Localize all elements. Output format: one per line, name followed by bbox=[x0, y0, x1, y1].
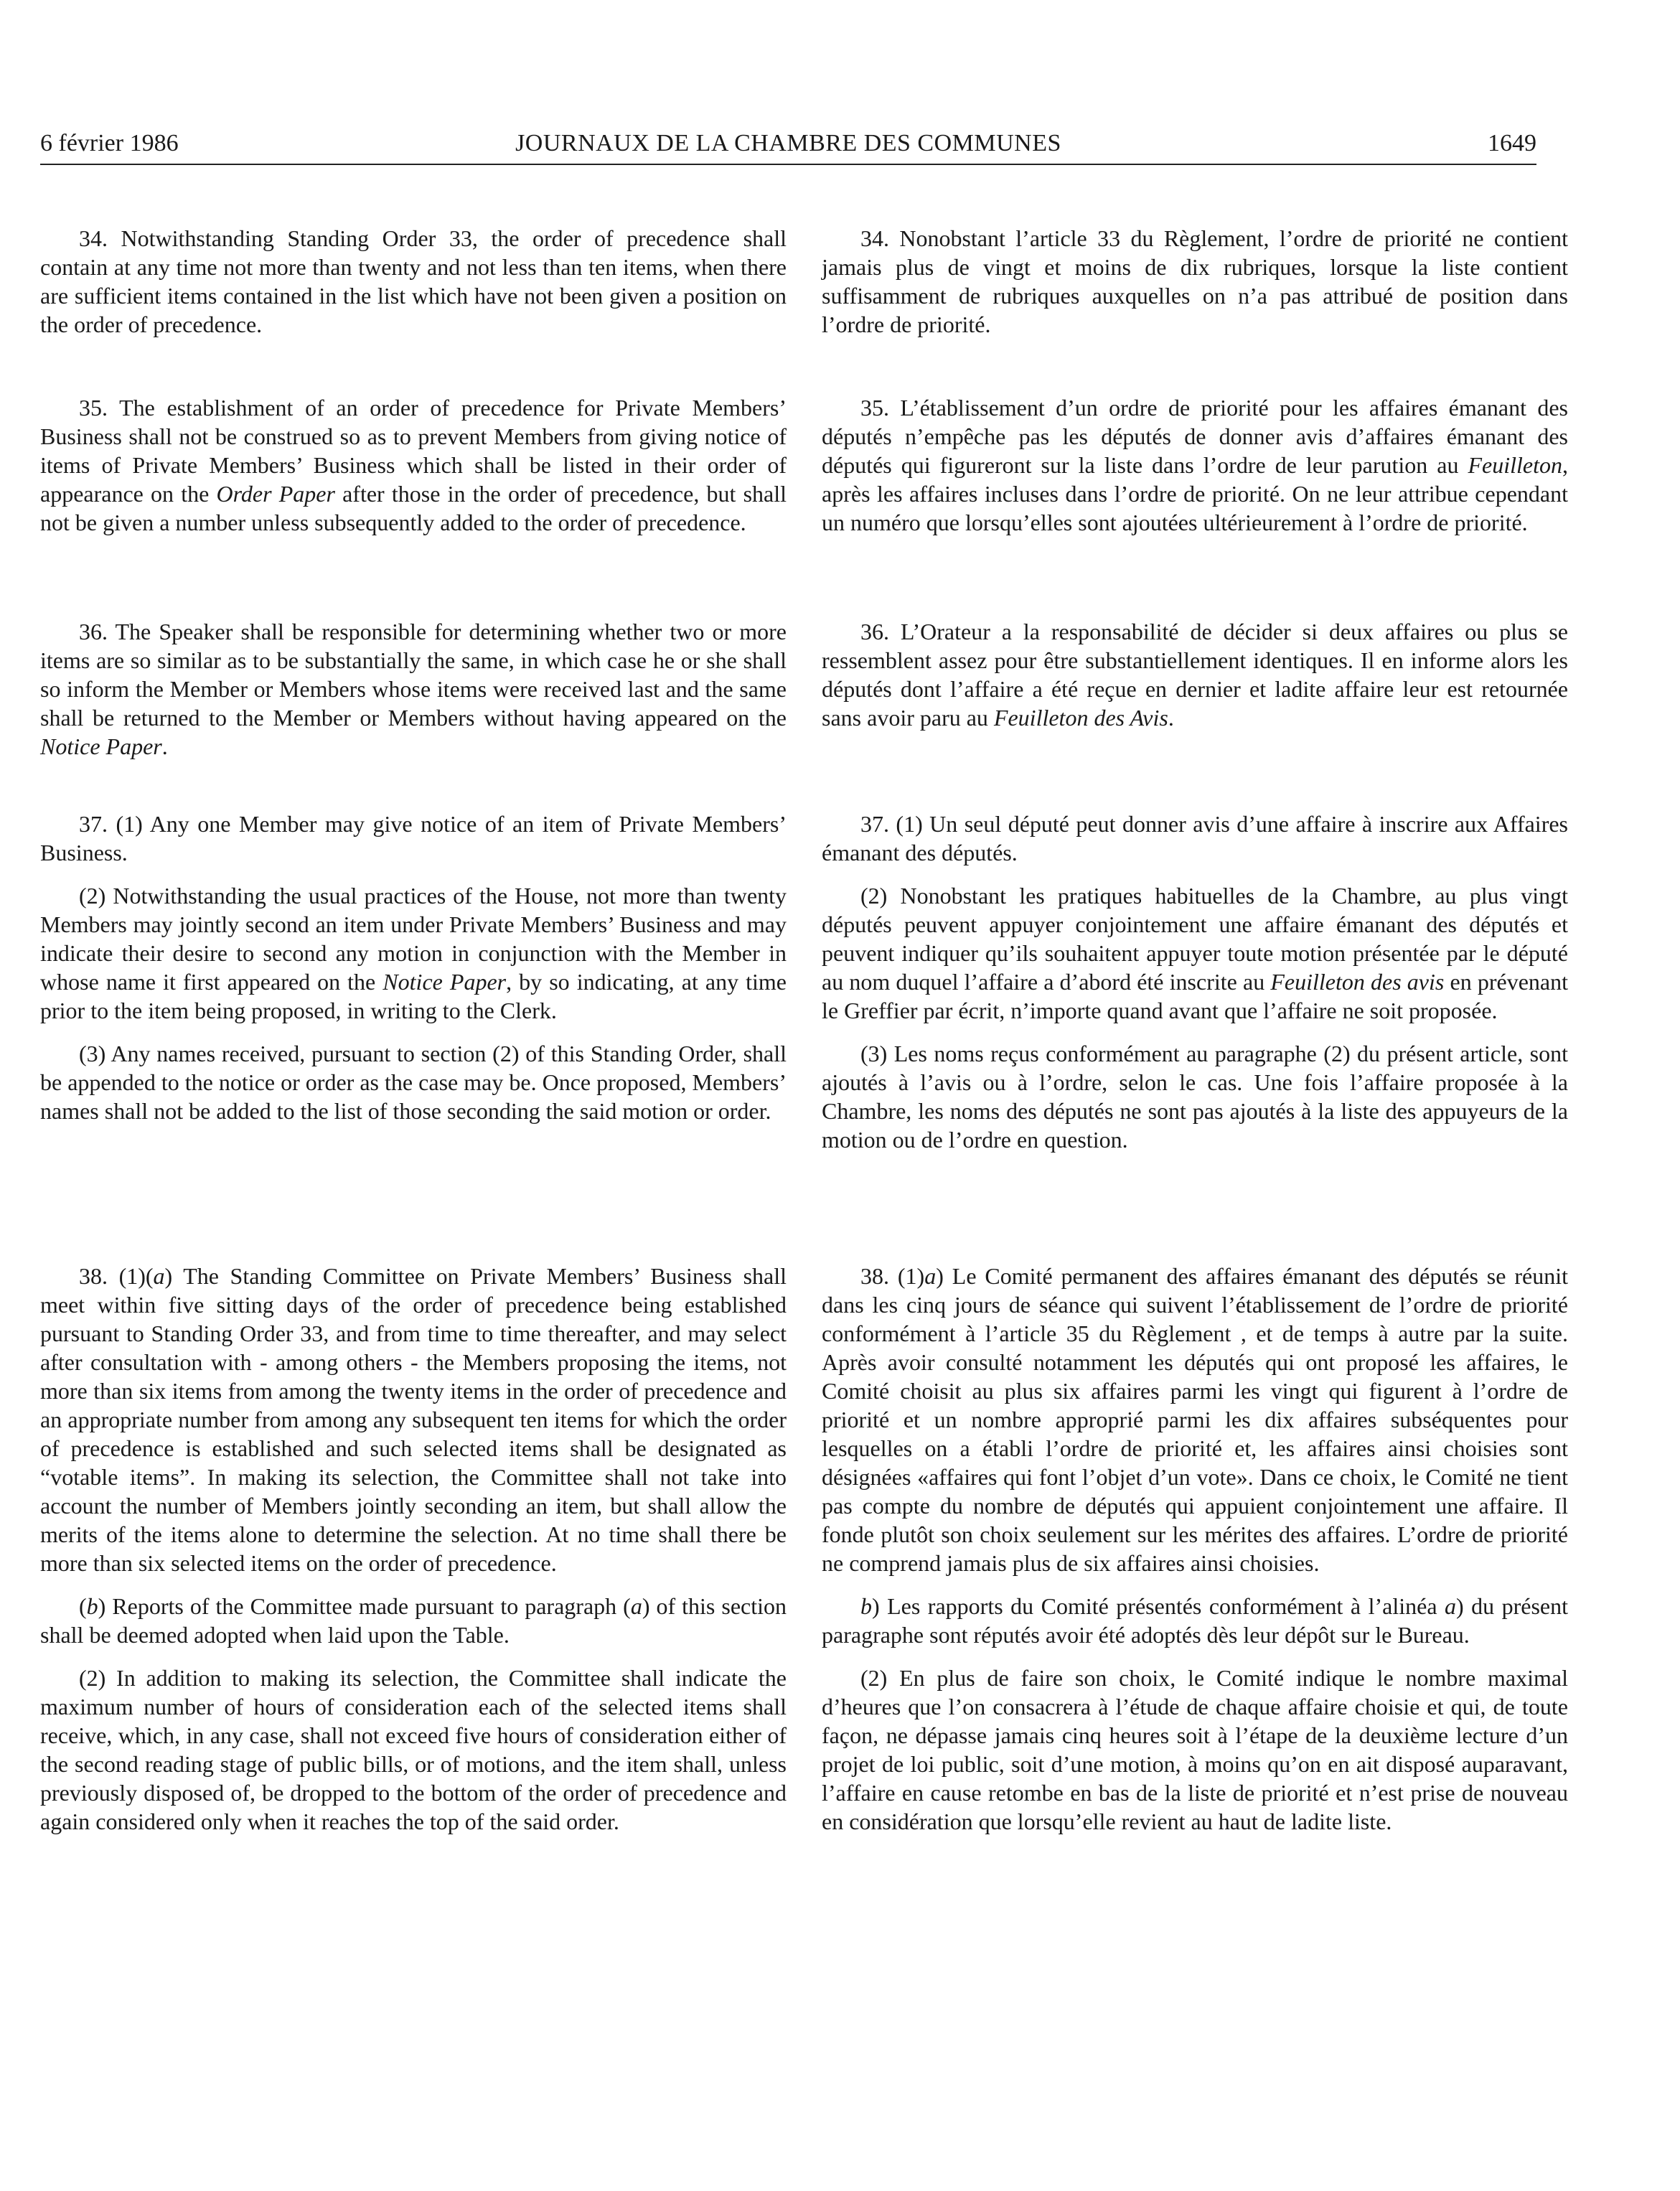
en-block-37 bbox=[40, 810, 787, 1125]
fr-paragraph-37-2: (2) Nonobstant les pratiques habituelles de la Chambre, au plus vingt députés peuvent appuyer conjointement une affaire émanant des députés et peuvent indiquer qu’ils souhaitent appuyer toute motion présentée par le député au nom duquel l’affaire a d’abord été inscrite au Feuilleton des avis en prévenant le Greffier par écrit, n’importe quand avant que l’affaire ne soit proposée. bbox=[822, 883, 1569, 1023]
en-paragraph-36: 36. The Speaker shall be responsible for determining whether two or more items are so similar as to be substantially the same, in which case he or she shall so inform the Member or Members whose items were received last and the same shall be returned to the Member or Members without having appeared on the Notice Paper. bbox=[40, 619, 787, 759]
fr-paragraph-37-3: (3) Les noms reçus conformément au paragraphe (2) du présent article, sont ajoutés à l’avis ou à l’ordre, selon le cas. Une fois l’affaire proposée à la Chambre, les noms des députés ne sont pas ajoutés à la liste des appuyeurs de la motion ou de l’ordre en question. bbox=[822, 1041, 1568, 1153]
fr-paragraph-37-1: 37. (1) Un seul député peut donner avis d’une affaire à inscrire aux Affaires émanant des députés. bbox=[822, 811, 1568, 865]
en-paragraph-37-1: 37. (1) Any one Member may give notice of an item of Private Members’ Business. bbox=[40, 811, 787, 865]
fr-paragraph-38-1a: 38. (1)a) Le Comité permanent des affaires émanant des députés se réunit dans les cinq jours de séance qui suivent l’établissement de l’ordre de priorité conformément à l’article 35 du Règlement , et de temps à autre par la suite. Après avoir consulté notamment les députés qui ont proposé les affaires, le Comité choisit au plus six affaires parmi les vingt qui figurent à l’ordre de priorité et un nombre approprié parmi les dix affaires subséquentes pour lesquelles on a établi l’ordre de priorité et, les affaires ainsi choisies sont désignées «affaires qui font l’objet d’un vote». Dans ce choix, le Comité ne tient pas compte du nombre de députés qui appuient conjointement une affaire. Il fonde plutôt son choix seulement sur les mérites des affaires. L’ordre de priorité ne comprend jamais plus de six affaires ainsi choisies. bbox=[822, 1263, 1569, 1576]
en-block-38 bbox=[40, 1262, 787, 1836]
fr-paragraph-35: 35. L’établissement d’un ordre de priorité pour les affaires émanant des députés n’empêche pas les députés de donner avis d’affaires émanant des députés qui figureront sur la liste dans l’ordre de leur parution au Feuilleton, après les affaires incluses dans l’ordre de priorité. On ne leur attribue cependant un numéro que lorsqu’elles sont ajoutées ultérieurement à l’ordre de priorité. bbox=[822, 395, 1568, 535]
fr-block-38 bbox=[822, 1262, 1568, 1836]
fr-paragraph-38-2: (2) En plus de faire son choix, le Comité indique le nombre maximal d’heures que l’on consacrera à l’étude de chaque affaire choisie et qui, de toute façon, ne dépasse jamais cinq heures soit à l’étape de la deuxième lecture d’un projet de loi public, soit d’une motion, à moins qu’on en ait disposé auparavant, l’affaire en cause retombe en bas de la liste de priorité et n’est prise de nouveau en considération que lorsqu’elle revient au haut de ladite liste. bbox=[822, 1665, 1568, 1834]
page-number: 1649 bbox=[1488, 130, 1536, 156]
en-block-34 bbox=[40, 224, 787, 339]
fr-block-35 bbox=[822, 393, 1568, 537]
fr-paragraph-34: 34. Nonobstant l’article 33 du Règlement, l’ordre de priorité ne contient jamais plus de vingt et moins de dix rubriques, lorsque la liste contient suffisamment de rubriques auxquelles on n’a pas attribué de position dans l’ordre de priorité. bbox=[822, 225, 1568, 337]
en-block-35 bbox=[40, 393, 787, 537]
en-paragraph-37-3: (3) Any names received, pursuant to section (2) of this Standing Order, shall be appended to the notice or order as the case may be. Once proposed, Members’ names shall not be added to the list of those seconding the said motion or order. bbox=[40, 1041, 787, 1124]
en-paragraph-37-2: (2) Notwithstanding the usual practices of the House, not more than twenty Members may jointly second an item under Private Members’ Business and may indicate their desire to second any motion in conjunction with the Member in whose name it first appeared on the Notice Paper, by so indicating, at any time prior to the item being proposed, in writing to the Clerk. bbox=[40, 883, 787, 1023]
en-paragraph-34: 34. Notwithstanding Standing Order 33, the order of precedence shall contain at any time not more than twenty and not less than ten items, when there are sufficient items contained in the list which have not been given a position on the order of precedence. bbox=[40, 225, 787, 337]
en-paragraph-35: 35. The establishment of an order of precedence for Private Members’ Business shall not be construed so as to prevent Members from giving notice of items of Private Members’ Business which shall be listed in their order of appearance on the Order Paper after those in the order of precedence, but shall not be given a number unless subsequently added to the order of precedence. bbox=[40, 395, 787, 535]
header-title: JOURNAUX DE LA CHAMBRE DES COMMUNES bbox=[515, 130, 1061, 156]
fr-block-37 bbox=[822, 810, 1568, 1154]
running-header bbox=[40, 126, 1536, 165]
en-paragraph-38-1a: 38. (1)(a) The Standing Committee on Private Members’ Business shall meet within five sitting days of the order of precedence being established pursuant to Standing Order 33, and from time to time thereafter, and may select after consultation with - among others - the Members proposing the items, not more than six items from among the twenty items in the order of precedence and an appropriate number from among any subsequent ten items for which the order of precedence is established and such selected items shall be designated as “votable items”. In making its selection, the Committee shall not take into account the number of Members jointly seconding an item, but shall allow the merits of the items alone to determine the selection. At no time shall there be more than six selected items on the order of precedence. bbox=[40, 1263, 787, 1576]
fr-paragraph-36: 36. L’Orateur a la responsabilité de décider si deux affaires ou plus se ressemblent assez pour être substantiellement identiques. Il en informe alors les députés dont l’affaire a été reçue en dernier et ladite affaire leur est retournée sans avoir paru au Feuilleton des Avis. bbox=[822, 619, 1568, 731]
fr-block-34 bbox=[822, 224, 1568, 339]
en-paragraph-38-2: (2) In addition to making its selection, the Committee shall indicate the maximum number of hours of consideration each of the selected items shall receive, which, in any case, shall not exceed five hours of consideration either of the second reading stage of public bills, or of motions, and the item shall, unless previously disposed of, be dropped to the bottom of the order of precedence and again considered only when it reaches the top of the said order. bbox=[40, 1665, 787, 1834]
fr-paragraph-38-1b: b) Les rapports du Comité présentés conformément à l’alinéa a) du présent paragraphe sont réputés avoir été adoptés dès leur dépôt sur le Bureau. bbox=[822, 1593, 1569, 1648]
fr-block-36 bbox=[822, 617, 1568, 732]
en-paragraph-38-1b: (b) Reports of the Committee made pursuant to paragraph (a) of this section shall be deemed adopted when laid upon the Table. bbox=[40, 1593, 787, 1648]
en-block-36 bbox=[40, 617, 787, 761]
header-date: 6 février 1986 bbox=[40, 130, 179, 156]
